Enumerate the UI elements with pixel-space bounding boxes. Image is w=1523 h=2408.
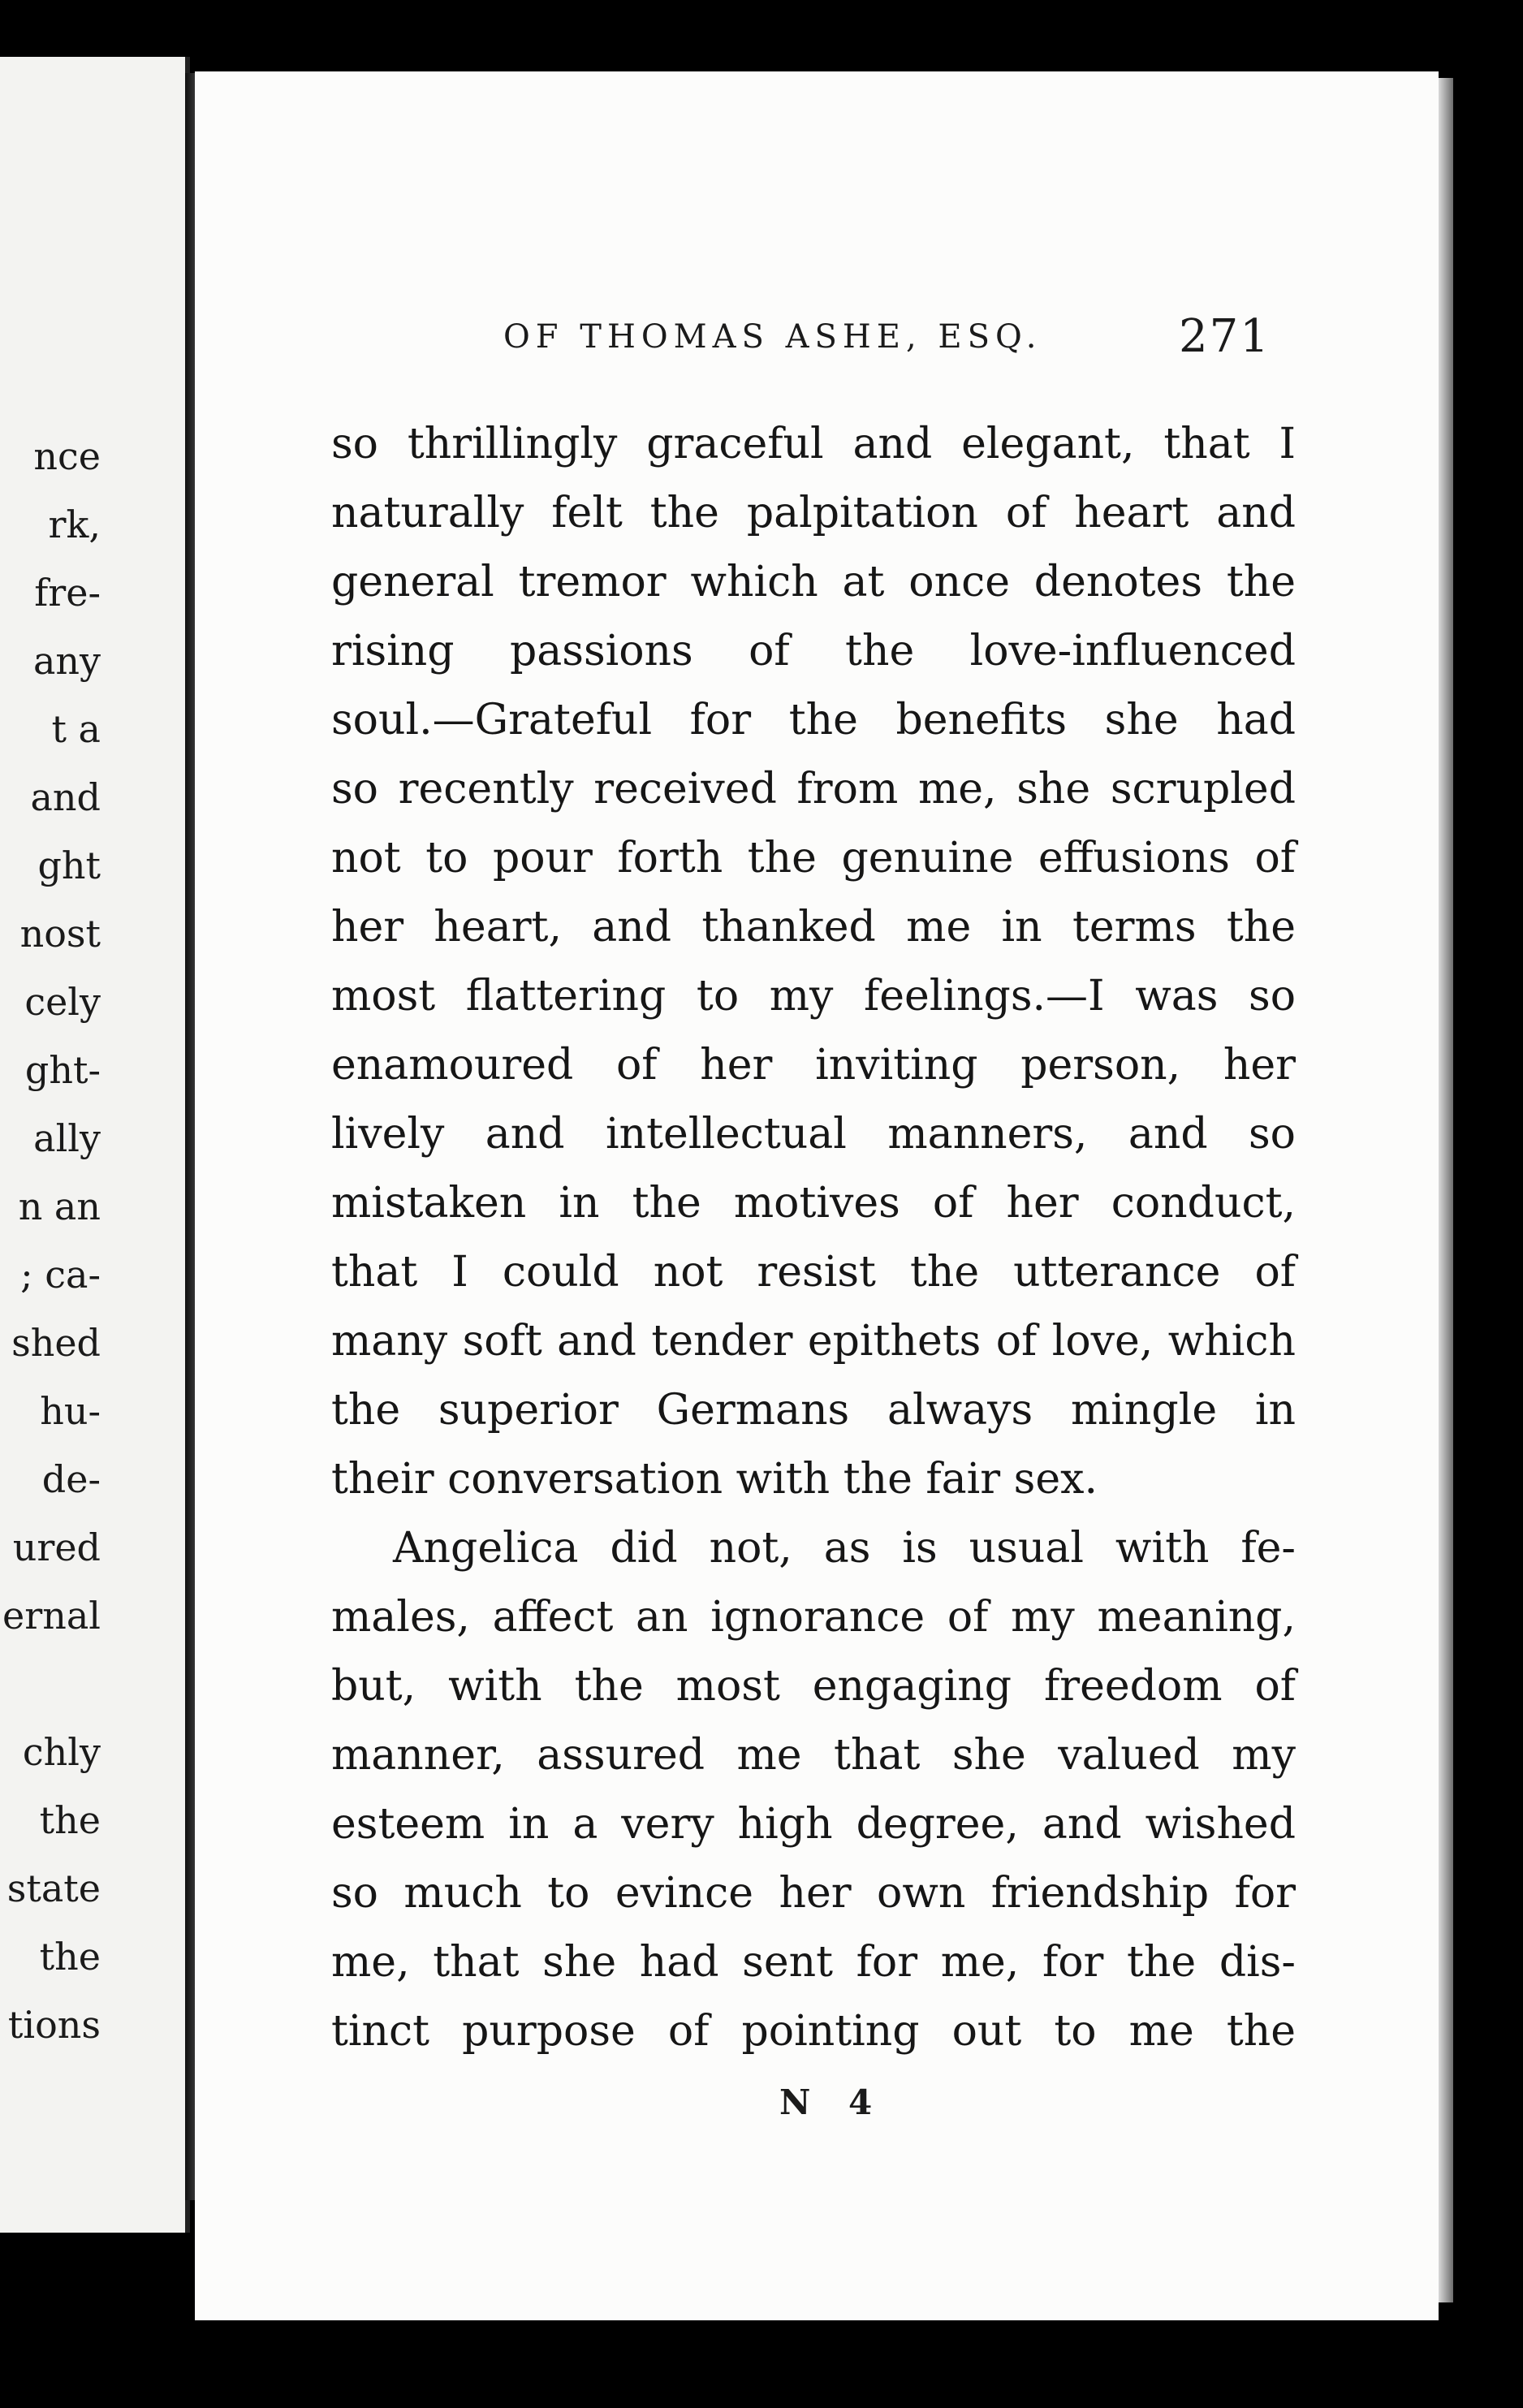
text-line: enamoured of her inviting person, her: [331, 1041, 1296, 1090]
left-page-line: state: [6, 1866, 101, 1910]
left-page-line: the: [39, 1935, 101, 1979]
left-page-line: hu-: [40, 1389, 101, 1433]
text-line-paragraph-start: Angelica did not, as is usual with fe-: [393, 1524, 1296, 1573]
left-page-line: and: [30, 775, 101, 819]
text-line: so much to evince her own friendship for: [331, 1869, 1296, 1918]
left-page-line: ; ca-: [20, 1253, 101, 1297]
text-line: males, affect an ignorance of my meaning,: [331, 1593, 1296, 1642]
signature-mark: N 4: [779, 2082, 886, 2122]
left-page-line: ght-: [24, 1048, 101, 1092]
text-line: soul.—Grateful for the benefits she had: [331, 696, 1296, 744]
page-number: 271: [1179, 310, 1271, 363]
text-line: rising passions of the love-influenced: [331, 627, 1296, 675]
left-page-line: nost: [19, 912, 101, 956]
left-page-line: de-: [41, 1457, 101, 1501]
text-line: so thrillingly graceful and elegant, that I: [331, 420, 1296, 468]
left-page-line-gap: [2, 1650, 101, 1718]
left-page-line: n an: [18, 1185, 101, 1228]
text-line: manner, assured me that she valued my: [331, 1731, 1296, 1780]
body-text: [331, 410, 1296, 2066]
left-page-line: fre-: [34, 571, 101, 615]
text-line: her heart, and thanked me in terms the: [331, 903, 1296, 952]
left-page-line: shed: [11, 1321, 101, 1365]
text-line: lively and intellectual manners, and so: [331, 1110, 1296, 1159]
left-page-line: ernal: [2, 1594, 101, 1638]
text-line: most flattering to my feelings.—I was so: [331, 972, 1296, 1021]
left-page-line: ght: [37, 844, 101, 887]
page-edge-shadow: [1439, 78, 1453, 2302]
text-line: not to pour forth the genuine effusions of: [331, 834, 1296, 883]
left-page-line: rk,: [48, 503, 101, 546]
left-page-line: t a: [51, 707, 101, 751]
text-line-paragraph-end: their conversation with the fair sex.: [331, 1455, 1098, 1504]
text-line: me, that she had sent for me, for the dis-: [331, 1938, 1296, 1987]
left-page-line: nce: [33, 434, 101, 478]
running-title: OF THOMAS ASHE, ESQ.: [503, 318, 1042, 356]
text-line: the superior Germans always mingle in: [331, 1386, 1296, 1435]
left-page-line: chly: [22, 1730, 101, 1774]
text-line: tinct purpose of pointing out to me the: [331, 2007, 1296, 2056]
text-line: many soft and tender epithets of love, which: [331, 1317, 1296, 1366]
left-page-line: the: [39, 1798, 101, 1842]
left-page-text-fragments: [2, 422, 101, 2059]
text-line: general tremor which at once denotes the: [331, 558, 1296, 606]
left-page-line: ally: [33, 1116, 101, 1160]
text-line: that I could not resist the utterance of: [331, 1248, 1296, 1297]
left-page-line: cely: [24, 980, 101, 1024]
text-line: naturally felt the palpitation of heart and: [331, 489, 1296, 537]
text-line: so recently received from me, she scrupled: [331, 765, 1296, 813]
text-line: but, with the most engaging freedom of: [331, 1662, 1296, 1711]
left-page-line: tions: [7, 2003, 101, 2047]
left-page: [0, 57, 190, 2233]
left-page-line: any: [32, 639, 101, 683]
text-line: mistaken in the motives of her conduct,: [331, 1179, 1296, 1228]
left-page-line: ured: [12, 1525, 101, 1569]
text-line: esteem in a very high degree, and wished: [331, 1800, 1296, 1849]
running-head: [310, 310, 1284, 367]
